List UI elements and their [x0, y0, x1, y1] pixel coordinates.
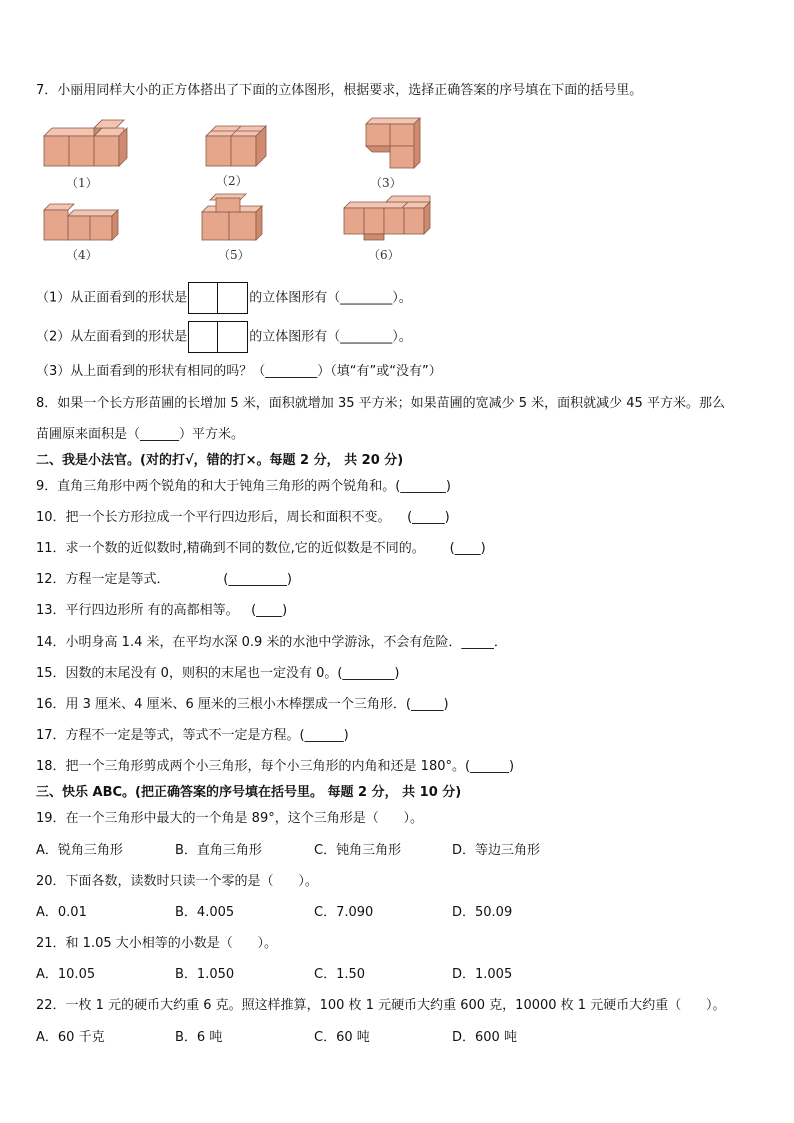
q19-option-a[interactable]: A．锐角三角形	[36, 843, 123, 858]
q18: 18．把一个三角形剪成两个小三角形，每个小三角形的内角和还是 180°。(______)	[36, 759, 515, 774]
q7-sub1-answer: 的立体图形有（________）。	[249, 290, 412, 306]
q22-option-b[interactable]: B．6 吨	[175, 1030, 223, 1045]
section3-title: 三、快乐 ABC。(把正确答案的序号填在括号里。 每题 2 分， 共 10 分)	[36, 785, 462, 800]
q22-option-a[interactable]: A．60 千克	[36, 1030, 105, 1045]
q17: 17．方程不一定是等式，等式不一定是方程。(______)	[36, 728, 349, 743]
q21-stem: 21．和 1.05 大小相等的小数是（ ）。	[36, 936, 278, 951]
q7-sub3: （3）从上面看到的形状有相同的吗？（________）（填“有”或“没有”）	[36, 364, 442, 379]
figure-3	[360, 114, 426, 172]
q19-option-b[interactable]: B．直角三角形	[175, 843, 262, 858]
figure-3-caption: （3）	[370, 176, 402, 190]
section2-title: 二、我是小法官。(对的打√，错的打×。每题 2 分， 共 20 分)	[36, 453, 404, 468]
q7-sub2-answer: 的立体图形有（________）。	[249, 329, 412, 345]
q8-line1: 8．如果一个长方形苗圃的长增加 5 米，面积就增加 35 平方米；如果苗圃的宽减少 5 米，面积就减少 45 平方米。那么	[36, 396, 725, 411]
q7-sub2-text: （2）从左面看到的形状是	[36, 329, 188, 345]
q15: 15．因数的末尾没有 0，则积的末尾也一定没有 0。(________)	[36, 666, 400, 681]
q20-stem: 20．下面各数，读数时只读一个零的是（ ）。	[36, 874, 318, 889]
q7-stem: 7．小丽用同样大小的正方体搭出了下面的立体图形，根据要求，选择正确答案的序号填在下面的括号里。	[36, 83, 643, 98]
q9: 9．直角三角形中两个锐角的和大于钝角三角形的两个锐角和。(_______)	[36, 479, 451, 494]
figure-6	[342, 194, 434, 244]
q21-option-b[interactable]: B．1.050	[175, 967, 235, 982]
figure-2	[204, 118, 276, 172]
q11: 11．求一个数的近似数时,精确到不同的数位,它的近似数是不同的。 (____)	[36, 541, 486, 556]
q8-line2: 苗圃原来面积是（______）平方米。	[36, 427, 245, 442]
figure-5	[200, 190, 266, 244]
q14: 14．小明身高 1.4 米，在平均水深 0.9 米的水池中学游泳，不会有危险．_____．	[36, 635, 507, 650]
figure-2-caption: （2）	[216, 174, 248, 188]
q21-option-a[interactable]: A．10.05	[36, 967, 96, 982]
q12: 12．方程一定是等式． (_________)	[36, 572, 292, 587]
q10: 10．把一个长方形拉成一个平行四边形后，周长和面积不变。 (_____)	[36, 510, 450, 525]
q22-stem: 22．一枚 1 元的硬币大约重 6 克。照这样推算，100 枚 1 元硬币大约重 600 克，10000 枚 1 元硬币大约重（ ）。	[36, 998, 726, 1013]
q7-sub1-text: （1）从正面看到的形状是	[36, 290, 188, 306]
figure-1	[42, 118, 132, 172]
figure-5-caption: （5）	[218, 248, 250, 262]
q22-option-c[interactable]: C．60 吨	[314, 1030, 370, 1045]
q19-option-c[interactable]: C．钝角三角形	[314, 843, 402, 858]
q21-option-c[interactable]: C．1.50	[314, 967, 366, 982]
two-square-shape	[188, 321, 248, 353]
q22-option-d[interactable]: D．600 吨	[452, 1030, 517, 1045]
q16: 16．用 3 厘米、4 厘米、6 厘米的三根小木棒摆成一个三角形．(_____)	[36, 697, 449, 712]
q20-option-c[interactable]: C．7.090	[314, 905, 374, 920]
q19-stem: 19．在一个三角形中最大的一个角是 89°，这个三角形是（ ）。	[36, 811, 424, 826]
figure-6-caption: （6）	[368, 248, 400, 262]
q21-option-d[interactable]: D．1.005	[452, 967, 513, 982]
two-square-shape	[188, 282, 248, 314]
q7-sub2	[36, 321, 412, 353]
figure-1-caption: （1）	[66, 176, 98, 190]
figure-4-caption: （4）	[66, 248, 98, 262]
q20-option-a[interactable]: A．0.01	[36, 905, 87, 920]
figure-4	[42, 198, 122, 244]
q13: 13．平行四边形所 有的高都相等。 (____)	[36, 603, 288, 618]
q20-option-d[interactable]: D．50.09	[452, 905, 513, 920]
q7-sub1	[36, 282, 412, 314]
q19-option-d[interactable]: D．等边三角形	[452, 843, 541, 858]
q20-option-b[interactable]: B．4.005	[175, 905, 235, 920]
